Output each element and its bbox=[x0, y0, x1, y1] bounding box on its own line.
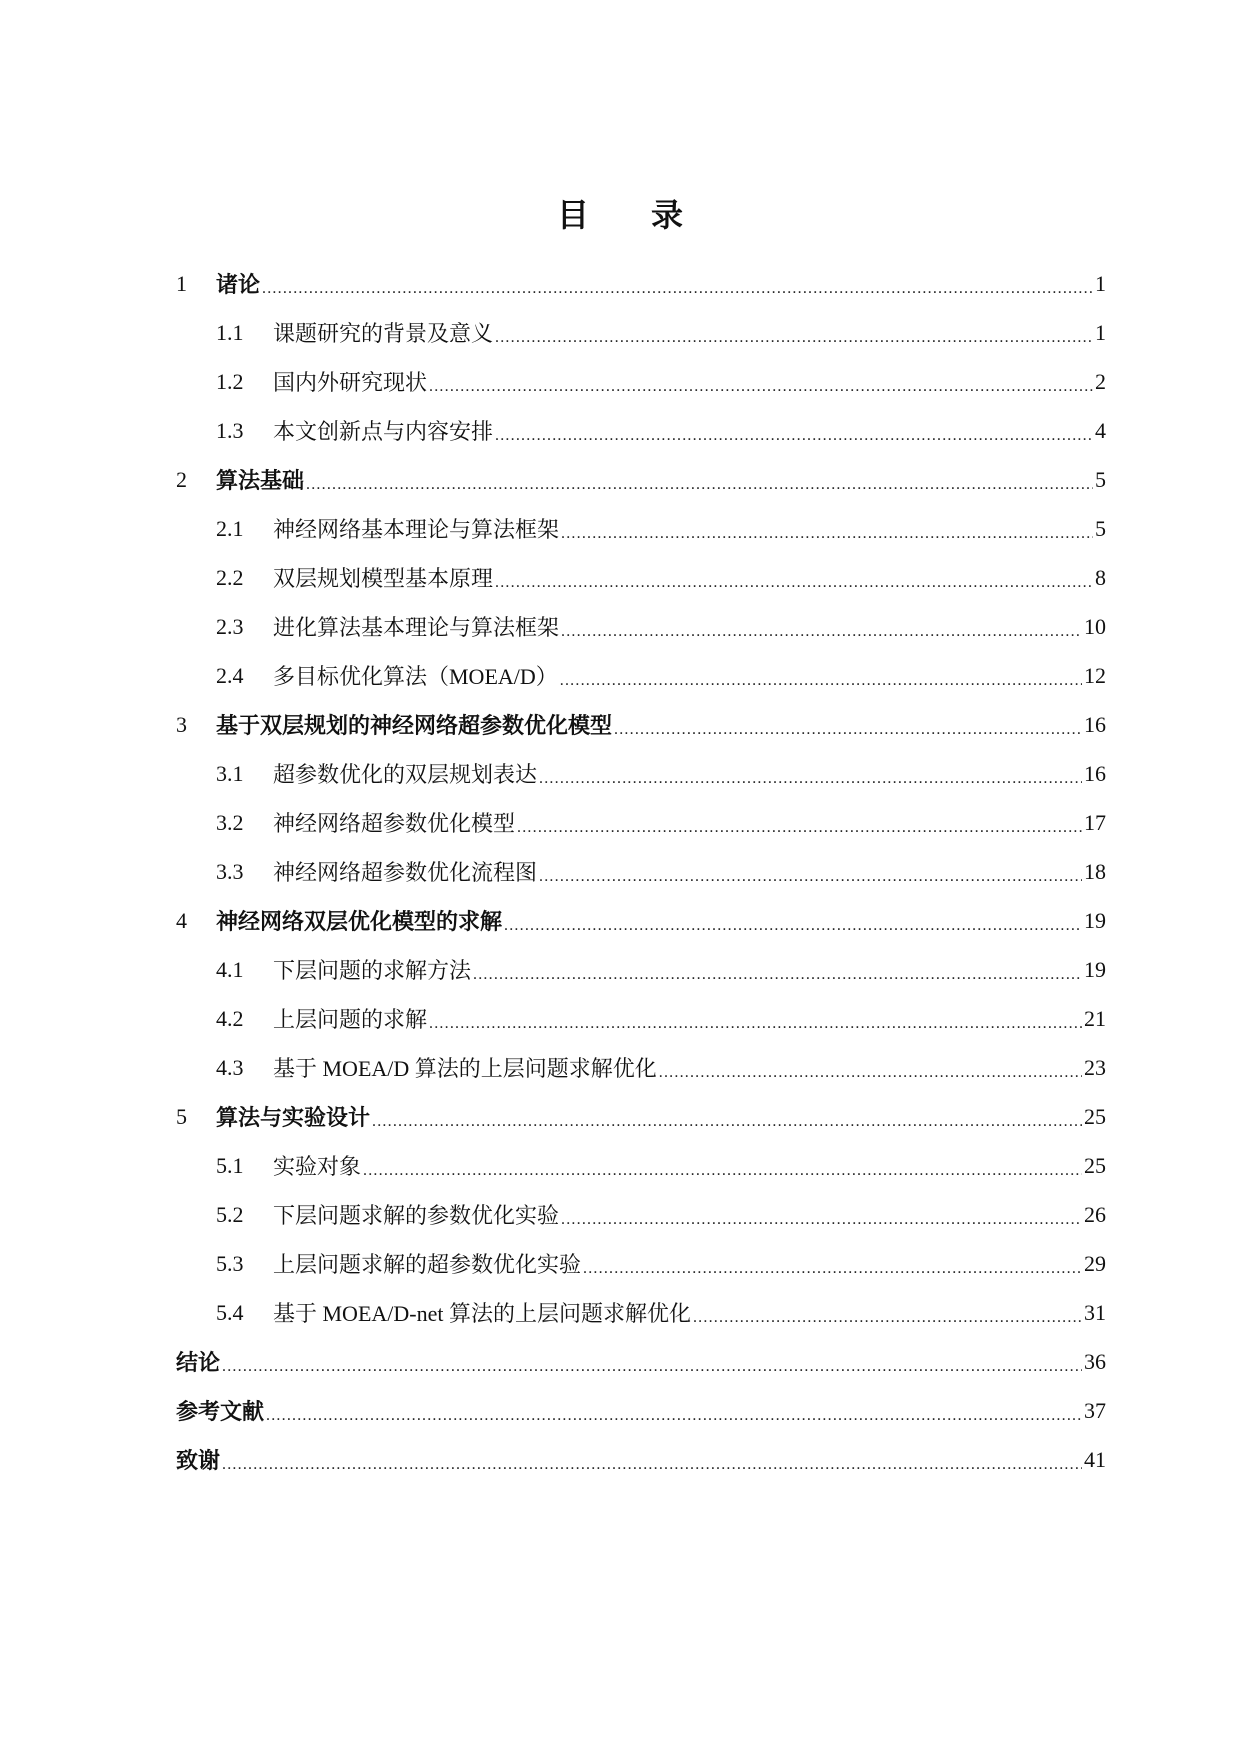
toc-entry-title: 课题研究的背景及意义 bbox=[273, 321, 494, 346]
dot-leader bbox=[306, 476, 1093, 494]
toc-entry-title: 国内外研究现状 bbox=[273, 370, 428, 395]
toc-entry[interactable] bbox=[176, 798, 1106, 847]
toc-entry-number: 4.2 bbox=[216, 1005, 244, 1031]
toc-entry[interactable] bbox=[176, 1239, 1106, 1288]
toc-entry-title: 诸论 bbox=[216, 273, 261, 298]
toc-entry-number: 4 bbox=[176, 907, 187, 933]
toc-entry[interactable] bbox=[176, 1337, 1106, 1386]
toc-entry-title: 上层问题求解的超参数优化实验 bbox=[273, 1252, 582, 1277]
toc-entry[interactable] bbox=[176, 1092, 1106, 1141]
dot-leader bbox=[561, 623, 1082, 641]
toc-entry-page: 17 bbox=[1084, 809, 1106, 835]
toc-entry-page: 29 bbox=[1084, 1250, 1106, 1276]
dot-leader bbox=[473, 966, 1082, 984]
toc-entry-page: 19 bbox=[1084, 907, 1106, 933]
toc-entry-page: 21 bbox=[1084, 1005, 1106, 1031]
toc-entry-number: 1.1 bbox=[216, 319, 244, 345]
toc-entry-page: 36 bbox=[1084, 1348, 1106, 1374]
toc-title bbox=[0, 190, 1240, 236]
toc-entry[interactable] bbox=[176, 504, 1106, 553]
toc-entry-title: 基于 MOEA/D 算法的上层问题求解优化 bbox=[273, 1056, 657, 1081]
toc-entry-page: 1 bbox=[1095, 319, 1106, 345]
toc-entry[interactable] bbox=[176, 847, 1106, 896]
dot-leader bbox=[266, 1407, 1082, 1425]
toc-entry-title: 多目标优化算法（MOEA/D） bbox=[273, 664, 558, 689]
dot-leader bbox=[614, 721, 1082, 739]
toc-entry-title: 算法基础 bbox=[216, 469, 305, 494]
toc-entry-number: 5.2 bbox=[216, 1201, 244, 1227]
toc-entry-number: 2.1 bbox=[216, 515, 244, 541]
dot-leader bbox=[539, 770, 1082, 788]
toc-entry-number: 5.3 bbox=[216, 1250, 244, 1276]
toc-entry-page: 37 bbox=[1084, 1397, 1106, 1423]
dot-leader bbox=[222, 1456, 1082, 1474]
toc-entry[interactable] bbox=[176, 945, 1106, 994]
toc-entry-page: 4 bbox=[1095, 417, 1106, 443]
toc-entry-page: 16 bbox=[1084, 711, 1106, 737]
toc-entry-number: 2.2 bbox=[216, 564, 244, 590]
dot-leader bbox=[539, 868, 1082, 886]
toc-entry-title: 实验对象 bbox=[273, 1154, 362, 1179]
toc-entry-title: 基于双层规划的神经网络超参数优化模型 bbox=[216, 714, 613, 739]
dot-leader bbox=[429, 1015, 1082, 1033]
dot-leader bbox=[659, 1064, 1082, 1082]
toc-entry-title: 下层问题的求解方法 bbox=[273, 958, 472, 983]
dot-leader bbox=[372, 1113, 1082, 1131]
toc-entry-page: 26 bbox=[1084, 1201, 1106, 1227]
toc-entry-page: 23 bbox=[1084, 1054, 1106, 1080]
toc-entry-page: 10 bbox=[1084, 613, 1106, 639]
toc-entry-title: 基于 MOEA/D-net 算法的上层问题求解优化 bbox=[273, 1301, 691, 1326]
dot-leader bbox=[693, 1309, 1082, 1327]
dot-leader bbox=[560, 672, 1082, 690]
toc-entry-title: 本文创新点与内容安排 bbox=[273, 419, 494, 444]
toc-entry-title: 结论 bbox=[176, 1351, 221, 1376]
dot-leader bbox=[363, 1162, 1082, 1180]
toc-entry-number: 5.1 bbox=[216, 1152, 244, 1178]
toc-entry-number: 3.3 bbox=[216, 858, 244, 884]
dot-leader bbox=[561, 525, 1093, 543]
toc-entry-page: 5 bbox=[1095, 515, 1106, 541]
dot-leader bbox=[495, 574, 1093, 592]
toc-entry-page: 2 bbox=[1095, 368, 1106, 394]
toc-entry-number: 3.2 bbox=[216, 809, 244, 835]
toc-entry-number: 1.2 bbox=[216, 368, 244, 394]
toc-entry-title: 神经网络超参数优化模型 bbox=[273, 811, 516, 836]
dot-leader bbox=[583, 1260, 1082, 1278]
dot-leader bbox=[222, 1358, 1082, 1376]
toc-entry-number: 5.4 bbox=[216, 1299, 244, 1325]
dot-leader bbox=[504, 917, 1082, 935]
toc-entry[interactable] bbox=[176, 1435, 1106, 1484]
dot-leader bbox=[429, 378, 1093, 396]
toc-entry-page: 18 bbox=[1084, 858, 1106, 884]
toc-entry-title: 神经网络基本理论与算法框架 bbox=[273, 517, 560, 542]
toc-title-char-1: 目 bbox=[556, 196, 589, 234]
toc-entry[interactable] bbox=[176, 553, 1106, 602]
toc-entry[interactable] bbox=[176, 896, 1106, 945]
toc-title-char-2: 录 bbox=[651, 196, 684, 234]
toc-entry[interactable] bbox=[176, 1141, 1106, 1190]
toc-entry-title: 算法与实验设计 bbox=[216, 1106, 371, 1131]
toc-entry-page: 31 bbox=[1084, 1299, 1106, 1325]
toc-entry-page: 8 bbox=[1095, 564, 1106, 590]
toc-entry[interactable] bbox=[176, 455, 1106, 504]
toc-entry-number: 2 bbox=[176, 466, 187, 492]
toc-entry-page: 19 bbox=[1084, 956, 1106, 982]
dot-leader bbox=[495, 329, 1093, 347]
toc-entry-number: 3 bbox=[176, 711, 187, 737]
dot-leader bbox=[561, 1211, 1082, 1229]
toc-entry-page: 12 bbox=[1084, 662, 1106, 688]
toc-entry-number: 5 bbox=[176, 1103, 187, 1129]
dot-leader bbox=[495, 427, 1093, 445]
toc-entry-title: 致谢 bbox=[176, 1449, 221, 1474]
toc-entry-title: 参考文献 bbox=[176, 1400, 265, 1425]
toc-entry-page: 25 bbox=[1084, 1152, 1106, 1178]
toc-entry-number: 1.3 bbox=[216, 417, 244, 443]
toc-entry-title: 进化算法基本理论与算法框架 bbox=[273, 615, 560, 640]
toc-entry[interactable] bbox=[176, 1386, 1106, 1435]
toc-entry-number: 1 bbox=[176, 270, 187, 296]
toc-entry[interactable] bbox=[176, 651, 1106, 700]
toc-entry-title: 神经网络双层优化模型的求解 bbox=[216, 910, 503, 935]
toc-entry-title: 下层问题求解的参数优化实验 bbox=[273, 1203, 560, 1228]
toc-entry-number: 2.4 bbox=[216, 662, 244, 688]
toc-entry-title: 超参数优化的双层规划表达 bbox=[273, 762, 538, 787]
toc-entry[interactable] bbox=[176, 749, 1106, 798]
toc-entry[interactable] bbox=[176, 1043, 1106, 1092]
dot-leader bbox=[262, 280, 1093, 298]
toc-entry-title: 神经网络超参数优化流程图 bbox=[273, 860, 538, 885]
toc-entry-page: 25 bbox=[1084, 1103, 1106, 1129]
toc-entry-number: 4.3 bbox=[216, 1054, 244, 1080]
toc-entry[interactable] bbox=[176, 700, 1106, 749]
dot-leader bbox=[517, 819, 1082, 837]
toc-entry[interactable] bbox=[176, 406, 1106, 455]
toc-entry-number: 4.1 bbox=[216, 956, 244, 982]
toc-entry[interactable] bbox=[176, 308, 1106, 357]
toc-entry[interactable] bbox=[176, 1190, 1106, 1239]
toc-entry[interactable] bbox=[176, 259, 1106, 308]
toc-entry-number: 2.3 bbox=[216, 613, 244, 639]
toc-entry-page: 16 bbox=[1084, 760, 1106, 786]
toc-entry[interactable] bbox=[176, 602, 1106, 651]
toc-entry-number: 3.1 bbox=[216, 760, 244, 786]
table-of-contents bbox=[176, 259, 1106, 1484]
toc-entry[interactable] bbox=[176, 1288, 1106, 1337]
toc-entry[interactable] bbox=[176, 357, 1106, 406]
toc-entry-page: 5 bbox=[1095, 466, 1106, 492]
toc-entry[interactable] bbox=[176, 994, 1106, 1043]
toc-entry-page: 41 bbox=[1084, 1446, 1106, 1472]
toc-entry-title: 上层问题的求解 bbox=[273, 1007, 428, 1032]
toc-entry-title: 双层规划模型基本原理 bbox=[273, 566, 494, 591]
toc-entry-page: 1 bbox=[1095, 270, 1106, 296]
